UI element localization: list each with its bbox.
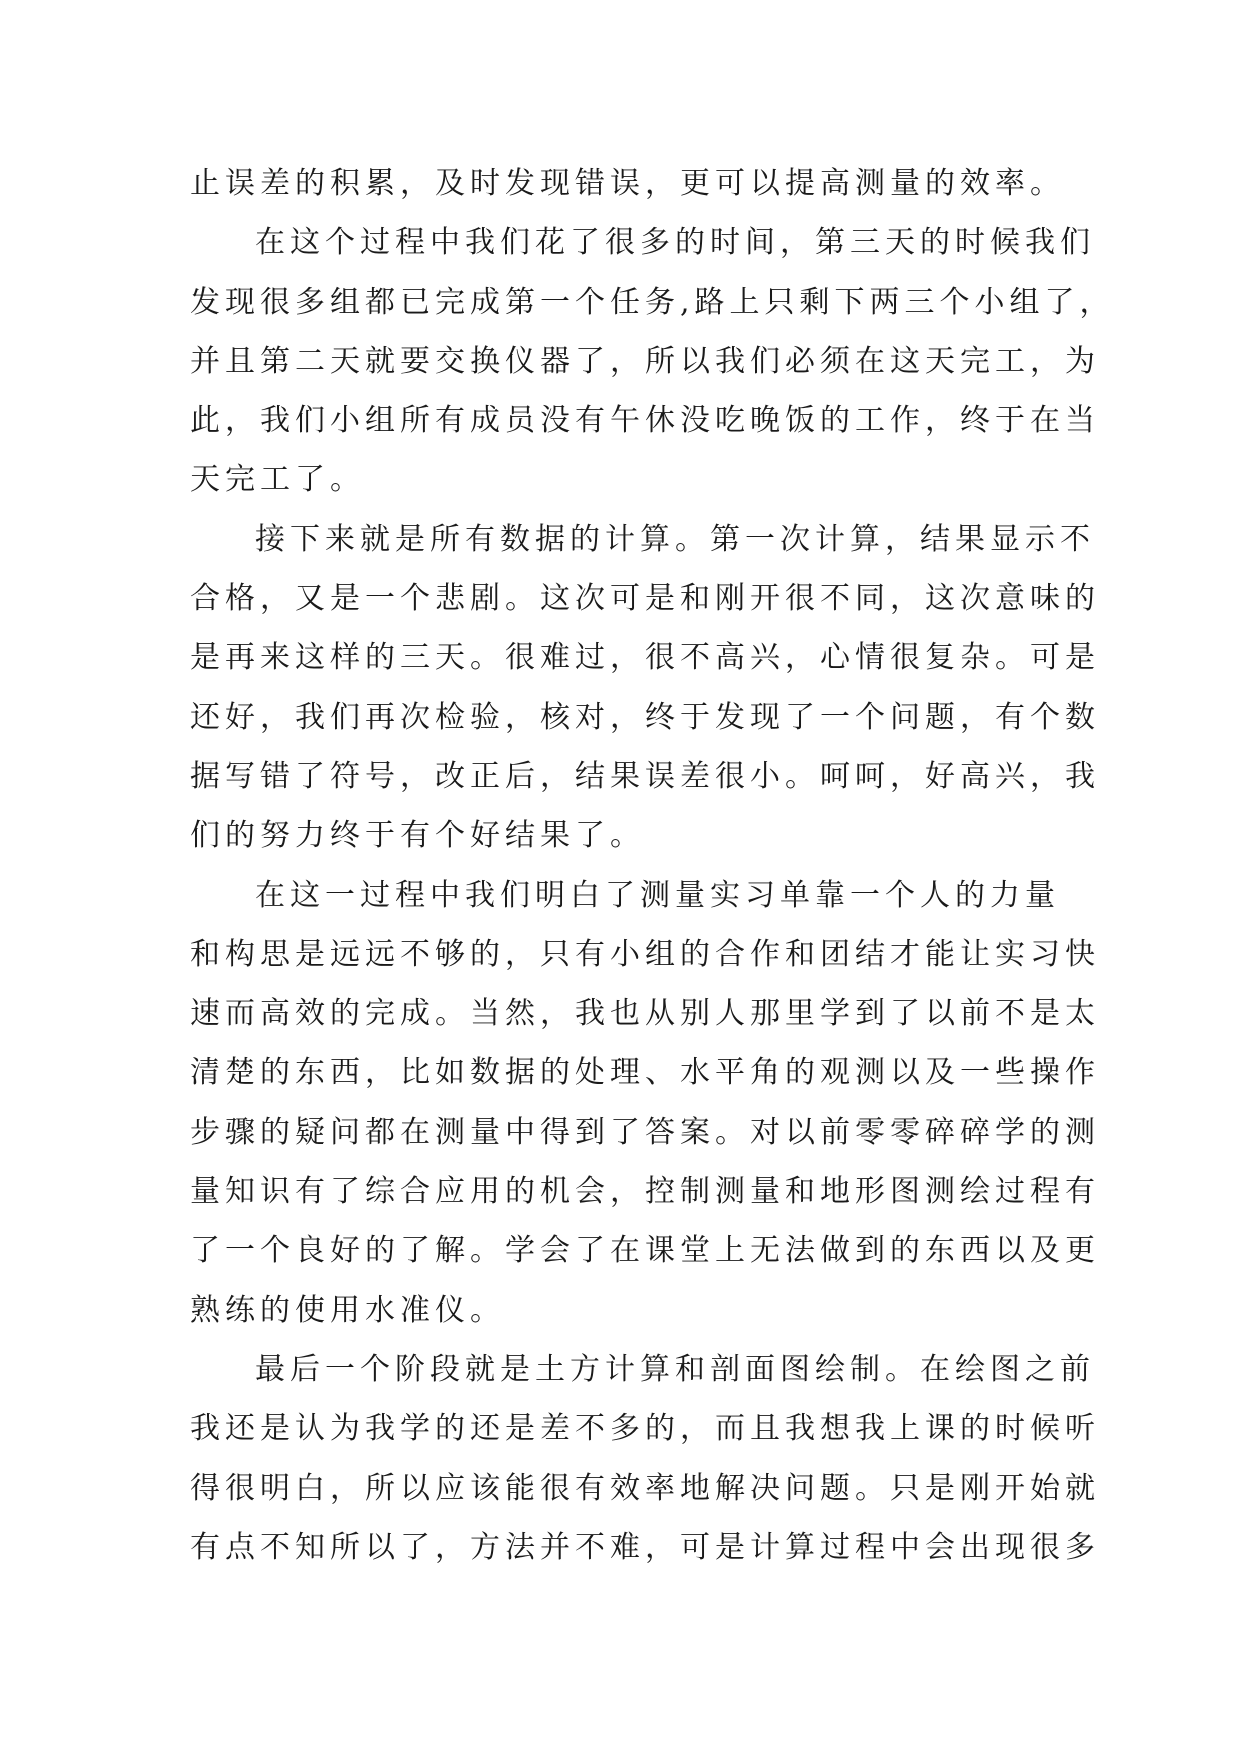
text-line: 天完工了。 bbox=[190, 462, 365, 498]
paragraph-start-line: 最后一个阶段就是土方计算和剖面图绘制。在绘图之前 bbox=[255, 1351, 1095, 1387]
text-line: 发现很多组都已完成第一个任务,路上只剩下两三个小组了， bbox=[190, 284, 1115, 320]
paragraph-start-line: 接下来就是所有数据的计算。第一次计算，结果显示不 bbox=[255, 521, 1095, 557]
text-line: 步骤的疑问都在测量中得到了答案。对以前零零碎碎学的测 bbox=[190, 1114, 1100, 1150]
text-line: 合格，又是一个悲剧。这次可是和刚开很不同，这次意味的 bbox=[190, 581, 1100, 617]
text-line: 有点不知所以了，方法并不难，可是计算过程中会出现很多 bbox=[190, 1529, 1100, 1565]
text-line: 并且第二天就要交换仪器了，所以我们必须在这天完工，为 bbox=[190, 343, 1100, 379]
text-line: 们的努力终于有个好结果了。 bbox=[190, 818, 645, 854]
text-line: 了一个良好的了解。学会了在课堂上无法做到的东西以及更 bbox=[190, 1233, 1100, 1269]
paragraph-start-line: 在这个过程中我们花了很多的时间，第三天的时候我们 bbox=[255, 225, 1095, 261]
text-line: 清楚的东西，比如数据的处理、水平角的观测以及一些操作 bbox=[190, 1055, 1100, 1091]
text-line: 是再来这样的三天。很难过，很不高兴，心情很复杂。可是 bbox=[190, 640, 1100, 676]
text-line: 止误差的积累，及时发现错误，更可以提高测量的效率。 bbox=[190, 166, 1065, 201]
text-line: 熟练的使用水准仪。 bbox=[190, 1292, 505, 1328]
text-line: 此，我们小组所有成员没有午休没吃晚饭的工作，终于在当 bbox=[190, 403, 1100, 439]
text-line: 据写错了符号，改正后，结果误差很小。呵呵，好高兴，我 bbox=[190, 758, 1100, 794]
text-line: 我还是认为我学的还是差不多的，而且我想我上课的时候听 bbox=[190, 1411, 1100, 1447]
paragraph-start-line: 在这一过程中我们明白了测量实习单靠一个人的力量 bbox=[255, 877, 1060, 913]
text-line: 量知识有了综合应用的机会，控制测量和地形图测绘过程有 bbox=[190, 1174, 1100, 1210]
text-line: 得很明白，所以应该能很有效率地解决问题。只是刚开始就 bbox=[190, 1470, 1100, 1506]
text-line: 和构思是远远不够的，只有小组的合作和团结才能让实习快 bbox=[190, 936, 1100, 972]
body-text bbox=[190, 154, 1115, 1577]
text-line: 速而高效的完成。当然，我也从别人那里学到了以前不是太 bbox=[190, 996, 1100, 1032]
text-line: 还好，我们再次检验，核对，终于发现了一个问题，有个数 bbox=[190, 699, 1100, 735]
